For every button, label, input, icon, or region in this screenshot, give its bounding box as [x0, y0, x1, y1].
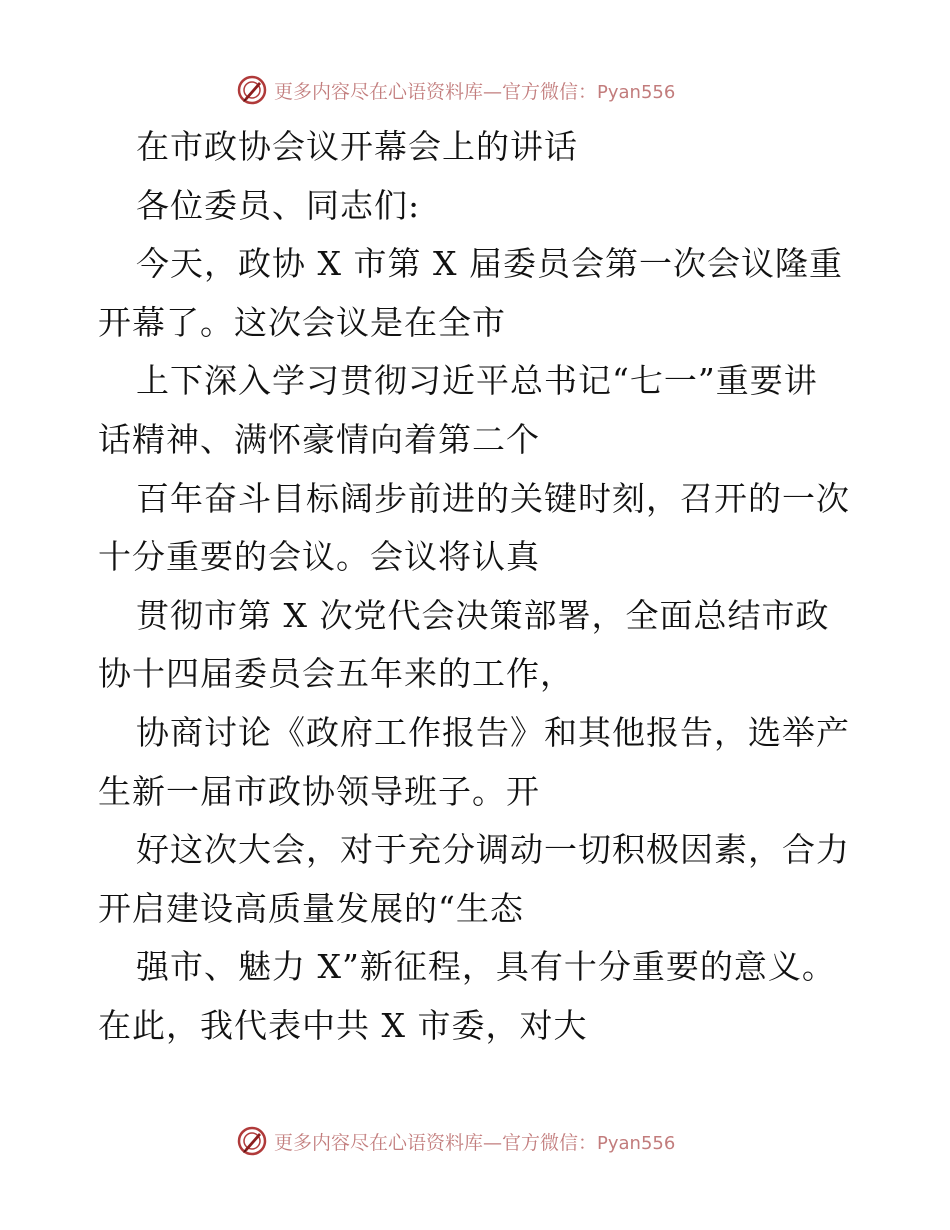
text-line: 在市政协会议开幕会上的讲话: [136, 127, 578, 166]
text-line: 开启建设高质量发展的“生态: [98, 888, 524, 928]
text-line: 今天，政协 X 市第 X 届委员会第一次会议隆重: [136, 244, 843, 284]
quill-seal-logo-icon: [236, 1125, 268, 1157]
text-line: 各位委员、同志们:: [136, 185, 421, 225]
watermark-text: 更多内容尽在心语资料库—官方微信：Pyan556: [274, 1131, 676, 1154]
text-line: 贯彻市第 X 次党代会决策部署，全面总结市政: [136, 595, 830, 635]
text-line: 好这次大会，对于充分调动一切积极因素，合力: [136, 830, 850, 870]
text-line: 十分重要的会议。会议将认真: [98, 537, 540, 577]
text-line: 协十四届委员会五年来的工作，: [98, 654, 574, 694]
text-line: 强市、魅力 X”新征程，具有十分重要的意义。: [136, 947, 836, 987]
text-line: 开幕了。这次会议是在全市: [98, 302, 506, 342]
footer-watermark: [236, 1124, 675, 1158]
watermark-text: 更多内容尽在心语资料库—官方微信：Pyan556: [274, 80, 676, 103]
document-body: [98, 118, 858, 1056]
text-line: 生新一届市政协领导班子。开: [98, 771, 540, 811]
text-line: 上下深入学习贯彻习近平总书记“七一”重要讲: [136, 361, 818, 401]
quill-seal-logo-icon: [236, 74, 268, 106]
header-watermark: [236, 73, 675, 107]
text-line: 百年奋斗目标阔步前进的关键时刻，召开的一次: [136, 478, 850, 518]
text-line: 话精神、满怀豪情向着第二个: [98, 419, 540, 459]
text-line: 协商讨论《政府工作报告》和其他报告，选举产: [136, 712, 850, 752]
text-line: 在此，我代表中共 X 市委，对大: [98, 1005, 588, 1045]
